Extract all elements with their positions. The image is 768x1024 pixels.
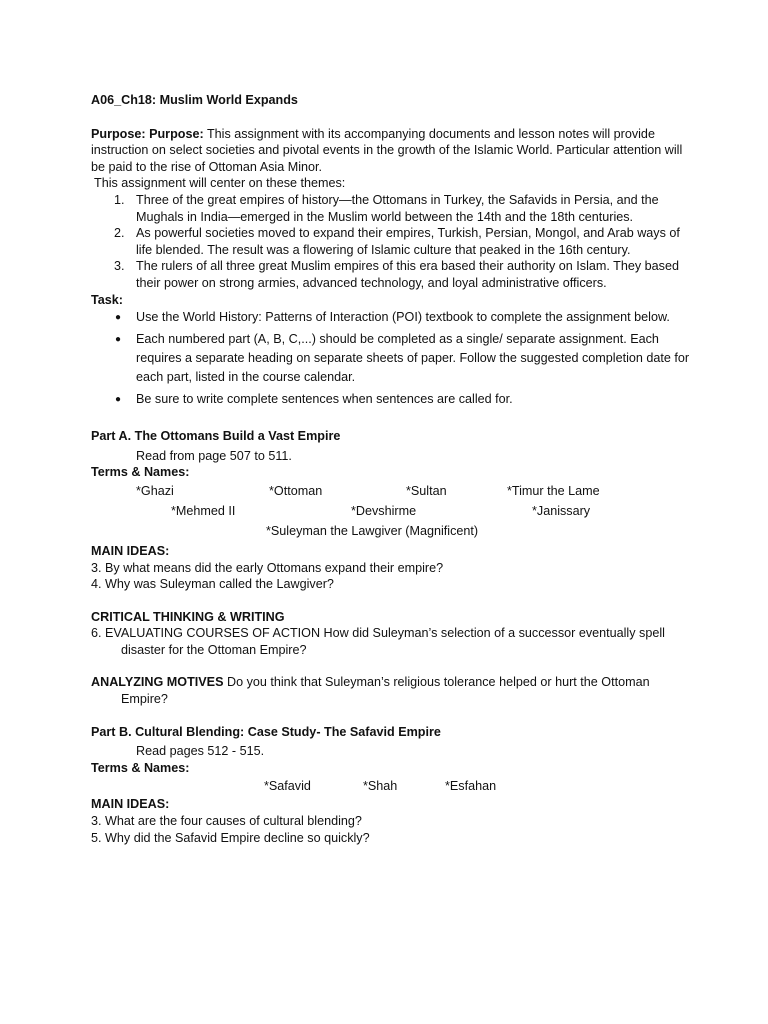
term: *Timur the Lame: [507, 483, 600, 498]
task-label: Task:: [91, 292, 123, 307]
part-b-main-ideas-label: MAIN IDEAS:: [91, 797, 170, 812]
theme-number: 2.: [114, 226, 125, 241]
term: *Janissary: [532, 503, 591, 518]
purpose-paragraph: [91, 126, 691, 176]
main-idea-question: 3. By what means did the early Ottomans expand their empire?: [91, 560, 444, 575]
bullet-icon: ●: [115, 312, 122, 324]
terms-row: [91, 776, 691, 796]
analyzing-motives-label: ANALYZING MOTIVES: [91, 675, 224, 690]
theme-text: The rulers of all three great Muslim empires of this era based their authority on Islam. They based their power on strong armies, advanced technology, and loyal administrative officers.: [136, 259, 679, 290]
main-idea-question: 4. Why was Suleyman called the Lawgiver?: [91, 577, 334, 592]
bullet-icon: ●: [115, 334, 122, 346]
task-text: Be sure to write complete sentences when sentences are called for.: [136, 392, 513, 407]
task-text: Each numbered part (A, B, C,...) should be completed as a single/ separate assignment. Each requires a separate heading on separate sheets of paper. Follow the suggested completion date for each part, listed in the course calendar.: [136, 332, 690, 385]
term: *Mehmed II: [171, 503, 236, 518]
terms-row: [91, 501, 691, 521]
theme-item: [91, 192, 691, 225]
term: *Esfahan: [445, 779, 497, 794]
main-idea-question: 5. Why did the Safavid Empire decline so quickly?: [91, 830, 370, 845]
term: *Suleyman the Lawgiver (Magnificent): [266, 523, 479, 538]
themes-list: [91, 192, 691, 292]
theme-number: 1.: [114, 192, 125, 207]
theme-item: [91, 225, 691, 258]
term: *Devshirme: [351, 503, 417, 518]
part-b-heading: Part B. Cultural Blending: Case Study- The Safavid Empire: [91, 724, 441, 739]
term: *Shah: [363, 779, 398, 794]
term: *Ghazi: [136, 483, 174, 498]
document-title: A06_Ch18: Muslim World Expands: [91, 93, 298, 107]
document-page: [91, 92, 691, 846]
themes-intro: This assignment will center on these themes:: [94, 176, 346, 191]
main-idea-question: 3. What are the four causes of cultural blending?: [91, 814, 362, 829]
purpose-text: This assignment with its accompanying documents and lesson notes will provide instruction on select societies and pivotal events in the growth of the Islamic World. Particular attention will be paid to the rise of Ottoman Asia Minor.: [91, 126, 683, 174]
terms-row: [91, 481, 691, 501]
term: *Ottoman: [269, 483, 323, 498]
part-a-reading: Read from page 507 to 511.: [136, 448, 292, 463]
purpose-label: Purpose: Purpose:: [91, 126, 204, 141]
bullet-icon: ●: [115, 394, 122, 406]
task-item: [91, 330, 691, 387]
theme-item: [91, 258, 691, 291]
part-a-heading: Part A. The Ottomans Build a Vast Empire: [91, 429, 341, 444]
terms-row: [91, 521, 691, 541]
part-b-section: [91, 724, 691, 847]
task-text: Use the World History: Patterns of Interaction (POI) textbook to complete the assignment below.: [136, 310, 670, 325]
task-list: [91, 308, 691, 409]
critical-thinking-label: CRITICAL THINKING & WRITING: [91, 609, 285, 624]
analyzing-motives-text: Do you think that Suleyman’s religious tolerance helped or hurt the Ottoman Empire?: [121, 675, 650, 707]
term: *Safavid: [264, 779, 311, 794]
task-item: [91, 308, 691, 327]
theme-number: 3.: [114, 259, 125, 274]
part-b-reading: Read pages 512 - 515.: [136, 744, 265, 759]
part-b-terms-label: Terms & Names:: [91, 760, 190, 775]
analyzing-motives-paragraph: [91, 674, 691, 707]
task-item: [91, 390, 691, 409]
part-a-main-ideas-label: MAIN IDEAS:: [91, 543, 170, 558]
critical-thinking-question: 6. EVALUATING COURSES OF ACTION How did Suleyman’s selection of a successor eventually spell disaster for the Ottoman Empire?: [91, 626, 665, 657]
part-a-section: [91, 428, 691, 708]
theme-text: Three of the great empires of history—the Ottomans in Turkey, the Safavids in Persia, and the Mughals in India—emerged in the Muslim world between the 14th and the 18th centuries.: [136, 192, 659, 224]
part-a-terms-label: Terms & Names:: [91, 465, 190, 480]
term: *Sultan: [406, 483, 447, 498]
theme-text: As powerful societies moved to expand their empires, Turkish, Persian, Mongol, and Arab ways of life blended. The result was a flowering of Islamic culture that peaked in the 16th century.: [136, 226, 680, 257]
